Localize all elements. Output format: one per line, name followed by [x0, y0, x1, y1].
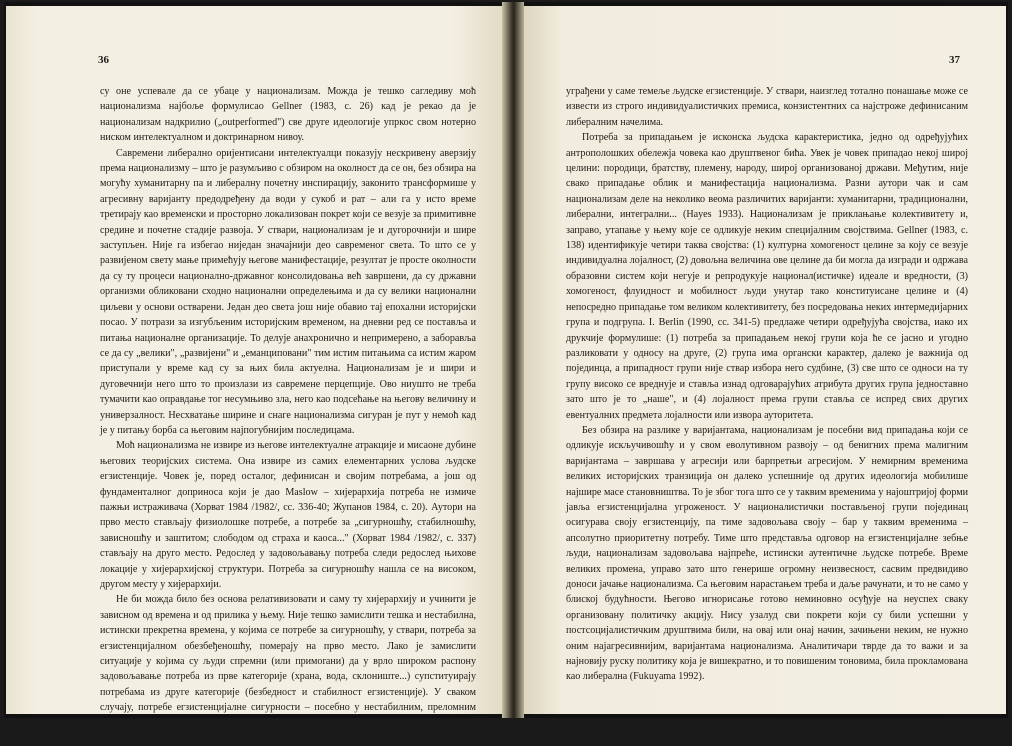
paragraph: су оне успевале да се убаце у национализам. Можда је тешко сагледиву моћ национализма најбоље формулисао Gellner (1983, с. 26) кад је рекао да је национализам надкрилио („outperformed") све друге идеологије упркос свом нотерно ниском интелектуалном и доктринарном нивоу. [100, 86, 476, 144]
right-page-text [566, 84, 968, 685]
paragraph: Моћ национализма не извире из његове интелектуалне атракције и мисаоне дубине његових теоријских система. Она извире из самих елементарних услова људске егзистенције. Човек је, поред осталог, дефинисан и својим потребама, а још од фундаменталног доприноса који је дао Maslow – хијерархија потреба не измиче пажњи истраживача (Хорват 1984 /1982/, сс. 336-40; Жупанов 1984, с. 20). Аутори на прво место стављају физиолошке потребе, а потребе за „сигурношћу, стабилношћу, зависношћу и заштитом; слободом од страха и каоса..." (Хорват 1984 /1982/, с. 337) стављају на друго место. Редослед у задовољавању потреба следи редослед њихове локације у хијерархијској структури. Потреба за сигурношћу нашла се на високом, другом месту у хијерархији. [100, 440, 476, 590]
left-page [6, 6, 502, 745]
paragraph: Не би можда било без основа релативизовати и саму ту хијерархију и учинити је зависном од времена и од прилика у њему. Није тешко замислити тешка и нестабилна, истински прекретна времена, у којима се потребе за сигурношћу, у ствари, потреба за егзистенцијалном обезбеђеношћу, померају на прво место. Лако је замислити ситуације у којима су људи спремни (или примorани) да у врло широком распону задовољавање потреба из прве категорије (храна, вода, склониште...) супституирају потребама из друге категорије (безбедност и стабилност егзистенције). У сваком случају, потребе егзистенцијалне сигурности – посебно у нестабилним, преломним режимима функционисања друштвених система – битно утичу на понашање људи. Ту су дубоки корени национализма, [100, 594, 476, 745]
book-gutter [502, 2, 524, 718]
paragraph: уграђени у саме темеље људске егзистенције. У ствари, наизглед тотално понашање може се извести из строго индивидуалистичких премиса, конзистентних са најстроже дефинисаним либералним начелима. [566, 86, 968, 128]
page-number-right: 37 [949, 54, 960, 66]
right-page [524, 6, 1006, 714]
paragraph: Потреба за припадањем је исконска људска карактеристика, једно од одређујућих антрополошких обележја човека као друштвеног бића. Увек је човек припадао некој широј целини: породици, братству, племену, народу, широј организованој држави. Међутим, није свако припадање облик и манифестација национализма. Разни аутори чак и сам национализам деле на неколико веома различитих варијанти: хуманитарни, традиционални, либерални, интегрални... (Hayes 1933). Национализам је приклањање колективитету и, заправо, утапање у њему које се одликује неким специјалним својствима. Gellner (1983, с. 138) идентификује четири таква својства: (1) културна хомогеност целине за коју се везује индивидуална лојалност, (2) довољна величина ове целине да би могла да изгради и одржава образовни систем који негује и репродукује национал(истичке) идеале и вредности, (3) хомогеност, флуидност и мобилност људи унутар тако конституисане целине и (4) непосредно припадање том великом колективитету, без посредовања неких интермедијарних група и подгрупа. I. Berlin (1990, сс. 341-5) предлаже четири одређујућа својства, иако их друкчије формулише: (1) потреба за припадањем некој групи која ће се јасно и угодно разликовати у односу на друге, (2) група има органски карактер, далеко је важнија од појединца, а припадност групи није ствар избора него судбине, (3) све што се односи на ту групу високо се вреднује и ставља изнад одговарајућих атрибута других група једноставно зато што је то „наше", и (4) лојалност према групи ставља се испред свих других евентуалних предмета лојалности или извора ауторитета. [566, 132, 968, 421]
page-number-left: 36 [98, 54, 109, 66]
left-page-text [100, 84, 476, 746]
open-book [4, 2, 1008, 745]
paragraph: Без обзира на разлике у варијантама, национализам је посебни вид припадања који се одликује искључивошћу и у свом еволутивном развоју – од бенигних према малигним варијантама – завршава у агресији или барпретњи агресијом. У немирним временима великих историјских транзиција он далеко успешније од других идеологија мобилише најшире масе становништва. То је због тога што се у таквим временима у најоштријој форми јавља егзистенцијална угроженост. У националистички постављеној групи појединац осигурава своју егзистенцију, па тиме задовољава своју – бар у таквим временима – апсолутно приоритетну потребу. Тиме што представља одговор на егзистенцијалне зебње људи, национализам задовољава најпреће, истински аутентичне људске потребе. Време великих промена, управо зато што генерише огромну неизвесност, сасвим предвидиво доноси јачање национализма. Са његовим нарастањем треба и даље рачунати, и то не само у блиској будућности. Његово игнорисање готово неминовно осуђује на неуспех сваку организовану политичку акцију. Нису узалуд сви покрети који су били успешни у постсоцијалистичким друштвима били, на овај или онај начин, зачињени неким, не нужно оним најагресивнијим, варијантама национализма. Аналитичари тврде да то важи и за најновију руску политику која је вишекратно, и то повишеним тоновима, била прокламована као либерална (Fukuyama 1992). [566, 424, 968, 683]
paragraph: Савремени либерално оријентисани интелектуалци показују нескривену аверзију према национализму – што је разумљиво с обзиром на околност да се он, без обзира на могућу хуманитарну па и либералну почетну инспирацију, законито трансформише у агресивну варијанту предодређену да води у сукоб и рат – али га у исто време третирају као временски и просторно локализован покрет који се везује за примитивне средине и почетне стадије развоја. У ствари, национализам је и дугорочнији и шире заступљен. Није га избегао ниједан значајнији део савременог света. То што се у развијеном свету мање примећују његове манифестације, резултат је просте околности да су ту процеси национално-државног консолидовања већ завршени, да су државни организми обликовани сходно национални определењима и да су велики национални циљеви у основи остварени. Један део света још није обавио тај епохални историјски посао. У потрази за изгубљеним историјским временом, на дневни ред се поставља и питања националне организације. То делује анахронично и непримерено, а заборавља се да су „велики", „развијени" и „еманциповани" тим истим питањима са истим жаром приступали у време кад су за њих била актуелна. Национализам је и шири и дуговечнији него што то произлази из савремене перцепције. Ово ниушто не треба тумачити као оправдање тог несумњиво зла, него као подсећање на његову величину и универзалност. Несхватање ширине и снаге национализма сигуран је пут у немоћ кад је у питању борба са његовим најпогубнијим последицама. [100, 147, 476, 436]
